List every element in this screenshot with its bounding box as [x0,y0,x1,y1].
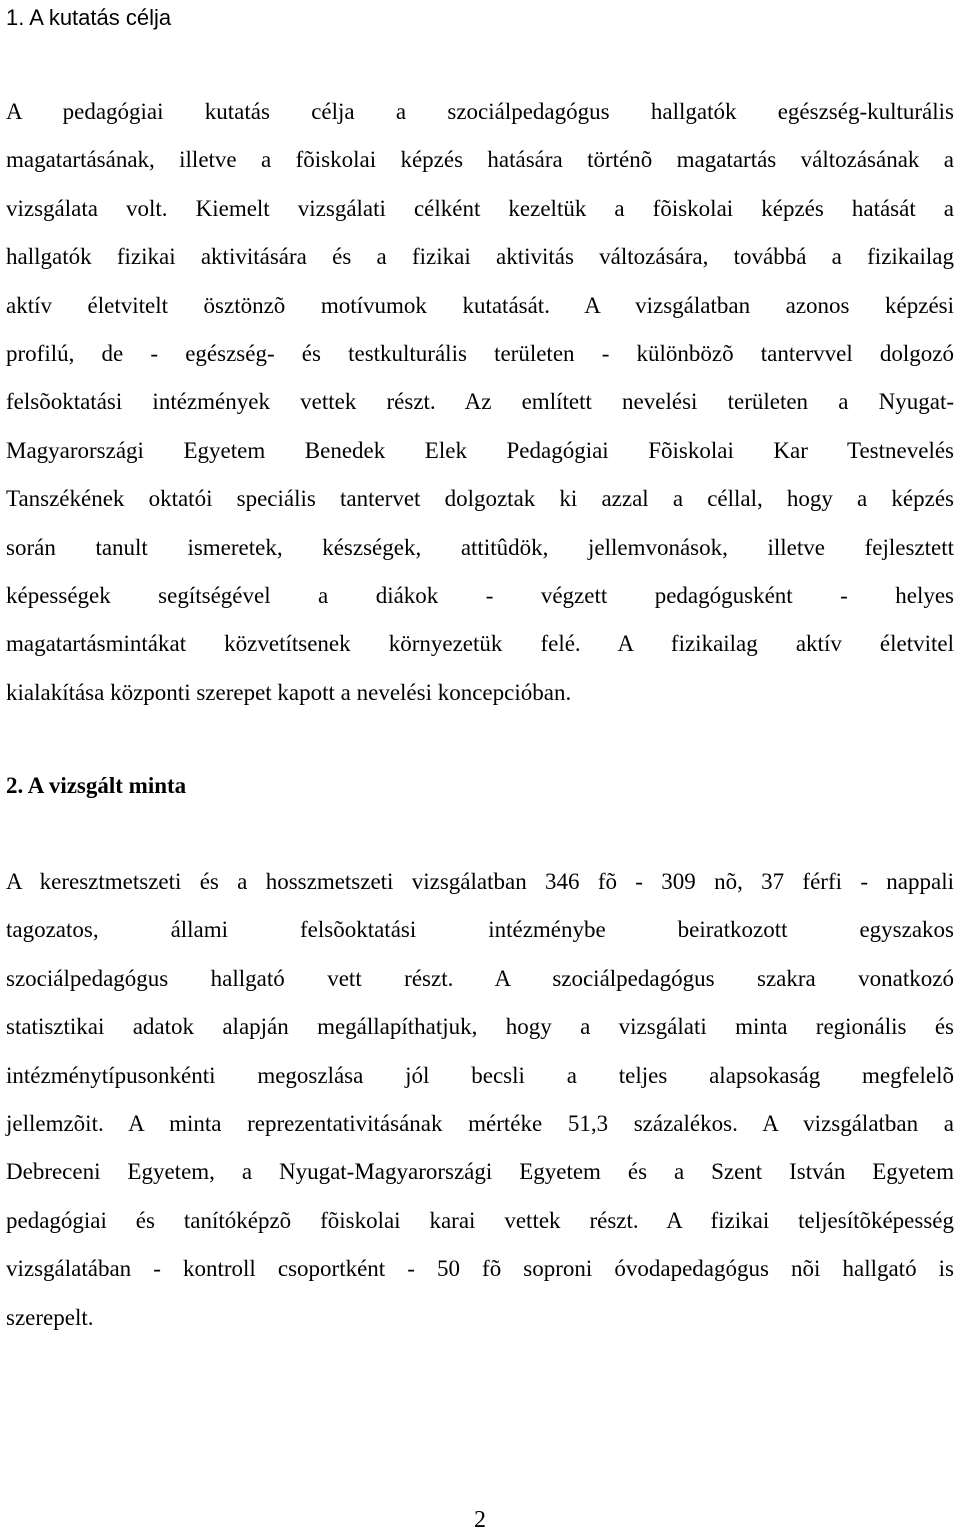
text-line: képességek segítségével a diákok - végzett pedagógusként - helyes [6,582,954,608]
text-line: tagozatos, állami felsõoktatási intézménybe beiratkozott egyszakos [6,917,954,943]
text-line: Tanszékének oktatói speciális tantervet dolgoztak ki azzal a céllal, hogy a képzés [6,486,954,512]
text-line: magatartásának, illetve a fõiskolai képzés hatására történõ magatartás változásának a [6,147,954,173]
text-line: szociálpedagógus hallgató vett részt. A szociálpedagógus szakra vonatkozó [6,965,954,991]
text-line: vizsgálatában - kontroll csoportként - 50 fõ soproni óvodapedagógus nõi hallgató is [6,1256,954,1282]
text-line: statisztikai adatok alapján megállapíthatjuk, hogy a vizsgálati minta regionális és [6,1014,954,1040]
section-1-paragraph [6,96,954,725]
text-line: A pedagógiai kutatás célja a szociálpedagógus hallgatók egészség-kulturális [6,99,954,124]
text-line: Debreceni Egyetem, a Nyugat-Magyarországi Egyetem és a Szent István Egyetem [6,1159,954,1185]
text-line: jellemzõit. A minta reprezentativitásának mértéke 51,3 százalékos. A vizsgálatban a [6,1110,954,1136]
text-line: aktív életvitelt ösztönzõ motívumok kutatását. A vizsgálatban azonos képzési [6,292,954,318]
text-line: felsõoktatási intézmények vettek részt. Az említett nevelési területen a Nyugat- [6,389,954,415]
text-line: kialakítása központi szerepet kapott a nevelési koncepcióban. [6,679,572,705]
page-number: 2 [474,1507,486,1533]
text-line: vizsgálata volt. Kiemelt vizsgálati célként kezeltük a fõiskolai képzés hatását a [6,195,954,221]
document-page [6,0,954,1532]
text-line: szerepelt. [6,1304,94,1330]
text-line: Magyarországi Egyetem Benedek Elek Pedagógiai Fõiskolai Kar Testnevelés [6,437,954,463]
text-line: pedagógiai és tanítóképzõ fõiskolai karai vettek részt. A fizikai teljesítõképesség [6,1207,954,1233]
text-line: során tanult ismeretek, készségek, attitûdök, jellemvonások, illetve fejlesztett [6,534,954,560]
section-2-heading: 2. A vizsgált minta [6,773,187,798]
text-line: A keresztmetszeti és a hosszmetszeti vizsgálatban 346 fõ - 309 nõ, 37 férfi - nappali [6,869,954,894]
text-line: magatartásmintákat közvetítsenek környezetük felé. A fizikailag aktív életvitel [6,631,954,657]
text-line: intézménytípusonkénti megoszlása jól becsli a teljes alapsokaság megfelelõ [6,1062,954,1088]
text-line: hallgatók fizikai aktivitására és a fizikai aktivitás változására, továbbá a fizikailag [6,244,954,270]
text-line: profilú, de - egészség- és testkulturális területen - különbözõ tantervvel dolgozó [6,340,954,366]
section-1-heading: 1. A kutatás célja [6,5,172,30]
section-2-paragraph [6,866,954,1350]
